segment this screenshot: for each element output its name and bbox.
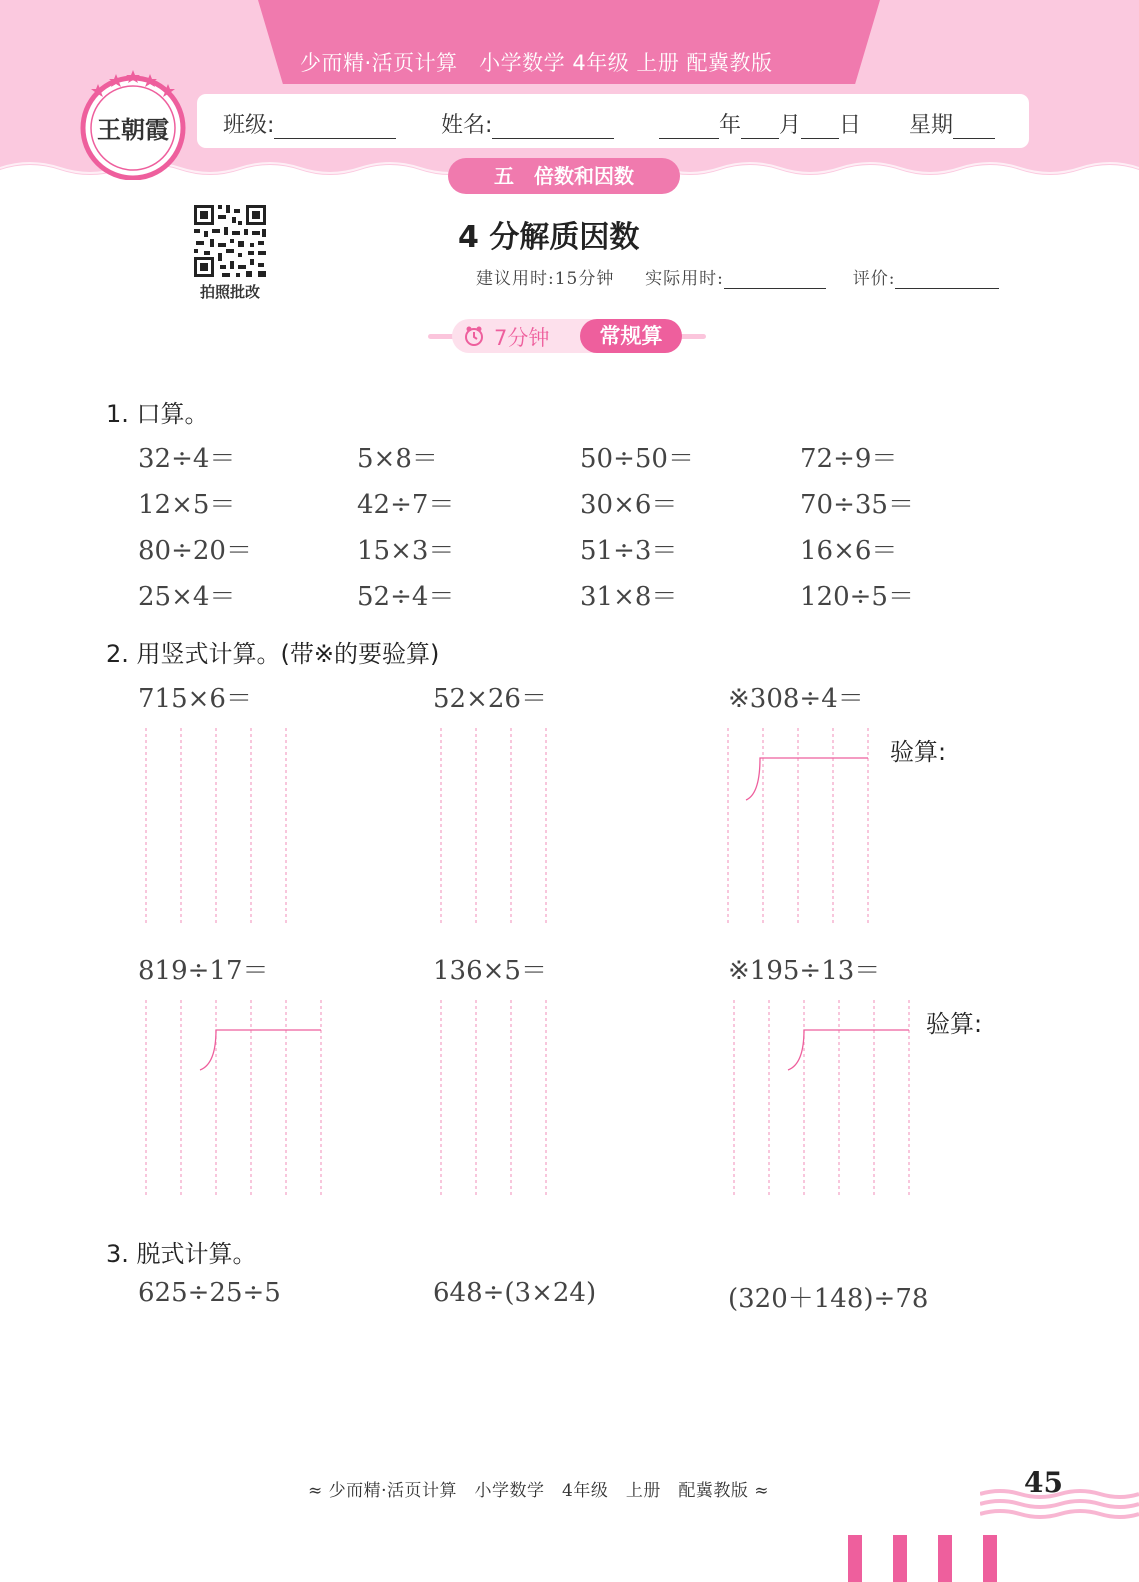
qr-label: 拍照批改 (199, 283, 260, 301)
long-division-grid[interactable] (728, 1000, 918, 1196)
date-field[interactable]: 年 月 日 (659, 108, 861, 139)
footer-text: ≈ 少而精·活页计算 小学数学 4年级 上册 配冀教版 ≈ (308, 1481, 770, 1501)
logo-lettering: 王朝霞 (97, 115, 169, 144)
footer-bar (938, 1535, 952, 1582)
q2-heading: 2. 用竖式计算。(带※的要验算) (106, 640, 440, 668)
q2-expr: 715×6＝ (138, 684, 252, 714)
chapter-pill: 五 倍数和因数 (448, 158, 680, 194)
q1-expr: 50÷50＝ (580, 444, 694, 474)
q2-expr: 136×5＝ (433, 956, 547, 986)
series-title: 少而精·活页计算 小学数学 4年级 上册 配冀教版 (300, 51, 773, 75)
q2-expr: 52×26＝ (433, 684, 547, 714)
actual-time-blank[interactable] (724, 270, 826, 289)
q1-expr: 12×5＝ (138, 490, 236, 520)
check-label: 验算: (926, 1010, 983, 1038)
brand-logo (78, 70, 188, 180)
page-number: 45 (1024, 1466, 1063, 1499)
q1-expr: 42÷7＝ (357, 490, 455, 520)
class-field[interactable]: 班级: (223, 108, 396, 139)
rating-blank[interactable] (895, 270, 999, 289)
rating-label: 评价: (852, 269, 896, 289)
footer-bar (893, 1535, 907, 1582)
q3-heading: 3. 脱式计算。 (106, 1240, 257, 1268)
q2-expr: ※195÷13＝ (728, 956, 881, 986)
q1-expr: 72÷9＝ (800, 444, 898, 474)
q1-expr: 30×6＝ (580, 490, 678, 520)
long-division-grid[interactable] (722, 728, 882, 924)
q1-heading: 1. 口算。 (106, 400, 209, 428)
vertical-calc-grid[interactable] (435, 728, 595, 924)
vertical-calc-grid[interactable] (140, 728, 300, 924)
q1-expr: 80÷20＝ (138, 536, 252, 566)
q3-expr: 648÷(3×24) (433, 1278, 597, 1308)
weekday-field[interactable]: 星期 (909, 108, 995, 139)
suggested-time: 建议用时:15分钟 (476, 269, 615, 289)
actual-time-label: 实际用时: (645, 269, 724, 289)
footer-bar (983, 1535, 997, 1582)
q1-expr: 120÷5＝ (800, 582, 914, 612)
q1-expr: 25×4＝ (138, 582, 236, 612)
q1-expr: 51÷3＝ (580, 536, 678, 566)
timer-text: 7分钟 (494, 326, 550, 350)
q1-expr: 5×8＝ (357, 444, 438, 474)
q1-expr: 15×3＝ (357, 536, 455, 566)
q1-expr: 70÷35＝ (800, 490, 914, 520)
check-label: 验算: (890, 738, 947, 766)
footer-bar (848, 1535, 862, 1582)
q1-expr: 32÷4＝ (138, 444, 236, 474)
name-field[interactable]: 姓名: (441, 108, 614, 139)
timer-badge: 常规算 (580, 319, 682, 353)
timer-banner (428, 319, 708, 353)
q3-expr: (320＋148)÷78 (728, 1284, 929, 1314)
q1-expr: 52÷4＝ (357, 582, 455, 612)
q1-expr: 16×6＝ (800, 536, 898, 566)
clock-icon (464, 326, 484, 346)
q1-expr: 31×8＝ (580, 582, 678, 612)
student-info-box (197, 94, 1029, 148)
q2-expr: ※308÷4＝ (728, 684, 864, 714)
vertical-calc-grid[interactable] (435, 1000, 595, 1196)
long-division-grid[interactable] (140, 1000, 330, 1196)
qr-code[interactable] (192, 203, 268, 279)
time-row (476, 264, 999, 289)
q3-expr: 625÷25÷5 (138, 1278, 281, 1308)
q2-expr: 819÷17＝ (138, 956, 269, 986)
lesson-title: 4 分解质因数 (458, 220, 640, 255)
